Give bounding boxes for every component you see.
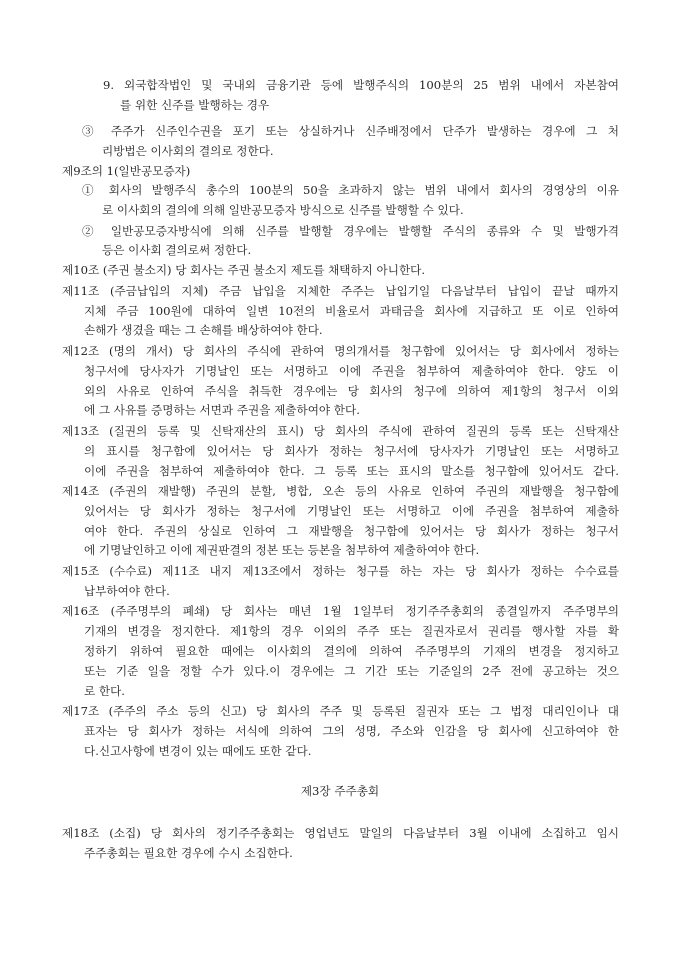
article-9-1-heading: 제9조의 1(일반공모증자)	[62, 164, 191, 178]
article-12-line-3: 외의 사유로 인하여 주식을 취득한 경우에는 당 회사의 청구에 의하여 제1항의 청구서 이외	[84, 384, 619, 398]
article-17-line-2: 표자는 당 회사가 정하는 서식에 의하여 그의 성명, 주소와 인감을 당 회사에 신고하여야 한	[84, 724, 619, 738]
chapter-3-heading: 제3장 주주총회	[300, 784, 380, 798]
article-14-line-2: 있어서는 당 회사가 정하는 청구서에 기명날인 또는 서명하고 이에 주권을 첨부하여 제출하	[84, 504, 619, 518]
item-9-line-2: 를 위한 신주를 발행하는 경우	[120, 98, 270, 112]
article-12-line-1: 제12조 (명의 개서) 당 회사의 주식에 관하여 명의개서를 청구함에 있어서는 당 회사에서 정하는	[62, 344, 619, 358]
article-13-line-1: 제13조 (질권의 등록 및 신탁재산의 표시) 당 회사의 주식에 관하여 질권의 등록 또는 신탁재산	[62, 424, 619, 438]
article-15-line-2: 납부하여야 한다.	[84, 584, 170, 598]
article-11-line-2: 지체 주금 100원에 대하여 일변 10전의 비율로서 과태금을 회사에 지급하고 또 이로 인하여	[84, 304, 619, 318]
article-13-line-3: 이에 주권을 첨부하여 제출하여야 한다. 그 등록 또는 표시의 말소를 청구함에 있어서도 같다.	[84, 464, 619, 478]
article-17-line-3: 다.신고사항에 변경이 있는 때에도 또한 같다.	[84, 744, 312, 758]
article-18-line-1: 제18조 (소집) 당 회사의 정기주주총회는 영업년도 말일의 다음날부터 3월 이내에 소집하고 임시	[62, 826, 619, 840]
article-9-1-clause-1-line-1: ① 회사의 발행주식 총수의 100분의 50을 초과하지 않는 범위 내에서 회사의 경영상의 이유	[82, 183, 619, 197]
article-17-line-1: 제17조 (주주의 주소 등의 신고) 당 회사의 주주 및 등록된 질권자 또는 그 법정 대리인이나 대	[62, 704, 619, 718]
article-13-line-2: 의 표시를 청구함에 있어서는 당 회사가 정하는 청구서에 당사자가 기명날인 또는 서명하고	[84, 444, 619, 458]
article-12-line-2: 청구서에 당사자가 기명날인 또는 서명하고 이에 주권을 첨부하여 제출하여야 한다. 양도 이	[84, 364, 619, 378]
article-12-line-4: 에 그 사유를 증명하는 서면과 주권을 제출하여야 한다.	[84, 403, 360, 417]
article-16-line-5: 로 한다.	[84, 684, 125, 698]
clause-3-line-1: ③ 주주가 신주인수권을 포기 또는 상실하거나 신주배정에서 단주가 발생하는 경우에 그 처	[82, 124, 619, 138]
article-11-line-1: 제11조 (주금납입의 지체) 주금 납입을 지체한 주주는 납입기일 다음날부터 납입이 끝날 때까지	[62, 284, 619, 298]
article-14-line-3: 여야 한다. 주권의 상실로 인하여 그 재발행을 청구함에 있어서는 당 회사가 정하는 청구서	[84, 524, 619, 538]
clause-3-line-2: 리방법은 이사회의 결의로 정한다.	[102, 144, 274, 158]
article-16-line-4: 또는 기준 일을 정할 수가 있다.이 경우에는 그 기간 또는 기준일의 2주 전에 공고하는 것으	[84, 664, 619, 678]
article-14-line-1: 제14조 (주권의 재발행) 주권의 분할, 병합, 오손 등의 사유로 인하여 주권의 재발행을 청구함에	[62, 484, 619, 498]
article-10: 제10조 (주권 불소지) 당 회사는 주권 불소지 제도를 채택하지 아니한다.	[62, 263, 426, 277]
article-9-1-clause-2-line-2: 등은 이사회 결의로써 정한다.	[102, 243, 252, 257]
article-16-line-1: 제16조 (주주명부의 폐쇄) 당 회사는 매년 1월 1일부터 정기주주총회의 종결일까지 주주명부의	[62, 604, 619, 618]
article-11-line-3: 손해가 생겼을 때는 그 손해를 배상하여야 한다.	[84, 323, 323, 337]
article-16-line-3: 정하기 위하여 필요한 때에는 이사회의 결의에 의하여 주주명부의 기재의 변경을 정지하고	[84, 644, 619, 658]
article-16-line-2: 기재의 변경을 정지한다. 제1항의 경우 이외의 주주 또는 질권자로서 권리를 행사할 자를 확	[84, 624, 619, 638]
item-9-line-1: 9. 외국합작법인 및 국내외 금융기관 등에 발행주식의 100분의 25 범위 내에서 자본참여	[103, 78, 619, 92]
article-9-1-clause-1-line-2: 로 이사회의 결의에 의해 일반공모증자 방식으로 신주를 발행할 수 있다.	[102, 203, 464, 217]
article-9-1-clause-2-line-1: ② 일반공모증자방식에 의해 신주를 발행할 경우에는 발행할 주식의 종류와 수 및 발행가격	[82, 224, 619, 238]
article-18-line-2: 주주총회는 필요한 경우에 수시 소집한다.	[84, 846, 293, 860]
article-15-line-1: 제15조 (수수료) 제11조 내지 제13조에서 정하는 청구를 하는 자는 당 회사가 정하는 수수료를	[62, 564, 619, 578]
article-14-line-4: 에 기명날인하고 이에 제권판결의 정본 또는 등본을 첨부하여 제출하여야 한다.	[84, 543, 480, 557]
